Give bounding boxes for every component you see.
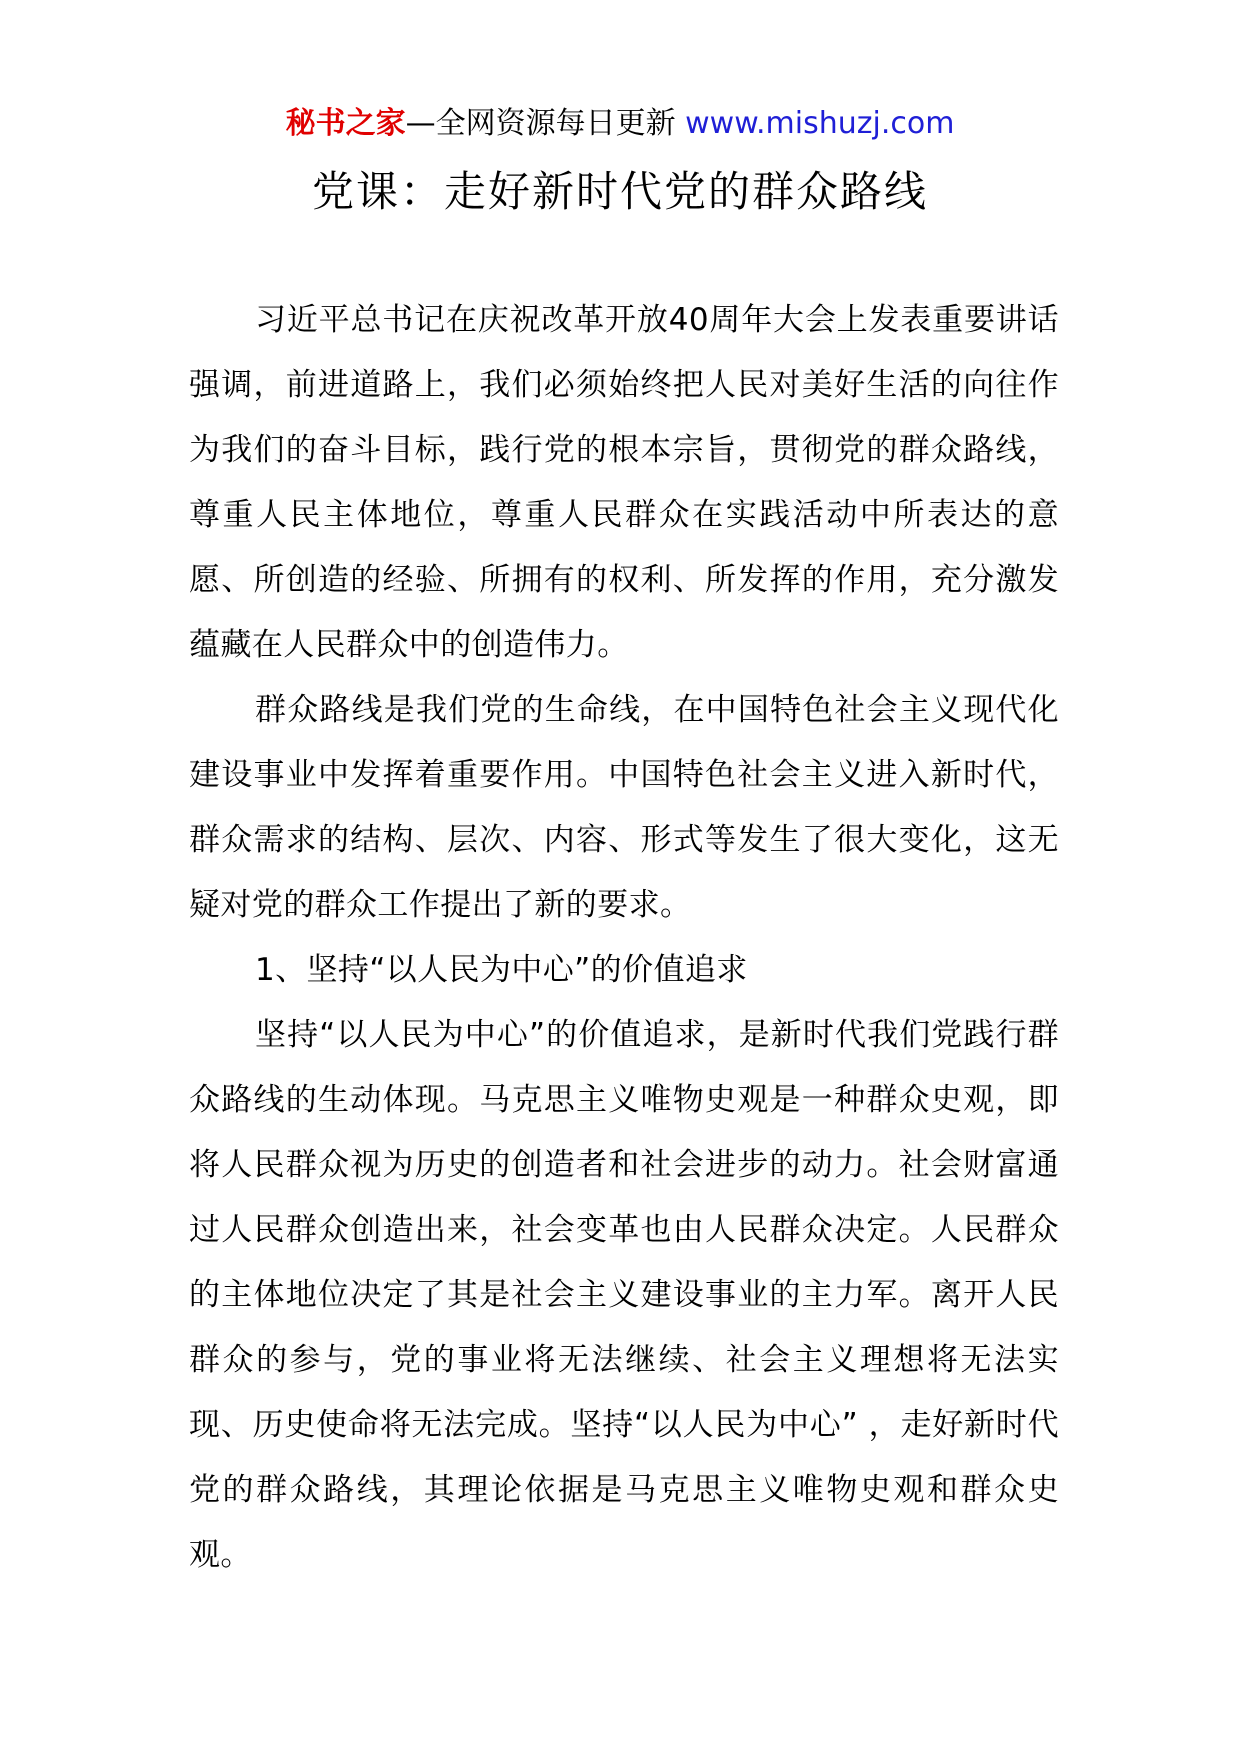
- paragraph-3: 坚持“以人民为中心”的价值追求，是新时代我们党践行群众路线的生动体现。马克思主义唯物史观是一种群众史观，即将人民群众视为历史的创造者和社会进步的动力。社会财富通过人民群众创造出来，社会变革也由人民群众决定。人民群众的主体地位决定了其是社会主义建设事业的主力军。离开人民群众的参与，党的事业将无法继续、社会主义理想将无法实现、历史使命将无法完成。坚持“以人民为中心” ，走好新时代党的群众路线，其理论依据是马克思主义唯物史观和群众史观。: [189, 1017, 1059, 1573]
- paragraph-2: 群众路线是我们党的生命线，在中国特色社会主义现代化建设事业中发挥着重要作用。中国特色社会主义进入新时代，群众需求的结构、层次、内容、形式等发生了很大变化，这无疑对党的群众工作提出了新的要求。: [189, 692, 1059, 923]
- document-title: 党课：走好新时代党的群众路线: [311, 167, 928, 216]
- section-heading-1: 1、坚持“以人民为中心”的价值追求: [255, 952, 748, 988]
- paragraph-1: 习近平总书记在庆祝改革开放40周年大会上发表重要讲话强调，前进道路上，我们必须始终把人民对美好生活的向往作为我们的奋斗目标，践行党的根本宗旨，贯彻党的群众路线，尊重人民主体地位，尊重人民群众在实践活动中所表达的意愿、所创造的经验、所拥有的权利、所发挥的作用，充分激发蕴藏在人民群众中的创造伟力。: [189, 302, 1059, 663]
- site-header: [0, 104, 1240, 144]
- header-tagline: —全网资源每日更新: [405, 106, 676, 141]
- brand-name: 秘书之家: [285, 106, 406, 141]
- document-body: [189, 288, 1059, 1588]
- site-url-link[interactable]: www.mishuzj.com: [685, 106, 955, 141]
